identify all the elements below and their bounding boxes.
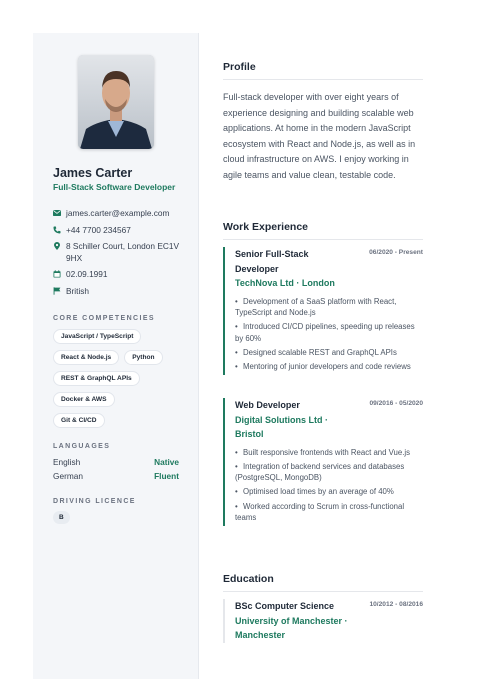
- job-bullet: • Designed scalable REST and GraphQL APIs: [235, 348, 397, 358]
- contact-nationality-text: British: [66, 285, 90, 296]
- education-heading: [223, 573, 423, 592]
- language-list: [53, 457, 179, 485]
- contact-birthdate: [53, 269, 193, 281]
- job-company: TechNova Ltd · London: [235, 278, 335, 288]
- language-name: English: [53, 457, 81, 467]
- job-position: Senior Full-Stack Developer: [235, 249, 309, 274]
- competency-chip: Git & CI/CD: [53, 413, 105, 428]
- licence-badge: B: [53, 511, 70, 524]
- job-bullets: [235, 296, 423, 373]
- section-divider: [223, 591, 423, 592]
- competency-list: [53, 329, 193, 434]
- job-bullet: • Development of a SaaS platform with React, TypeScript and Node.js: [235, 296, 397, 318]
- job-bullets: [235, 447, 423, 524]
- experience-heading: [223, 221, 423, 240]
- languages-heading: LANGUAGES: [53, 443, 111, 450]
- contact-email: [53, 208, 193, 220]
- calendar-icon: [53, 270, 62, 280]
- contact-address-text: 8 Schiller Court, London EC1V 9HX: [66, 241, 179, 263]
- competency-chip: REST & GraphQL APIs: [53, 371, 140, 386]
- job-bullet: • Built responsive frontends with React and Vue.js: [235, 447, 411, 457]
- contact-email-text: james.carter@example.com: [66, 208, 170, 218]
- language-row: [53, 471, 179, 481]
- competency-chip: Python: [124, 350, 162, 365]
- mail-icon: [53, 209, 62, 219]
- contact-phone: [53, 225, 193, 237]
- job-dates: 06/2020 - Present: [369, 249, 423, 256]
- section-divider: [223, 239, 423, 240]
- profile-photo: [78, 55, 154, 149]
- competency-chip: React & Node.js: [53, 350, 119, 365]
- language-row: [53, 457, 179, 467]
- job-bullet: • Optimised load times by an average of 40%: [235, 487, 394, 497]
- language-level: Native: [154, 457, 179, 467]
- competency-chip: Docker & AWS: [53, 392, 115, 407]
- competencies-heading: CORE COMPETENCIES: [53, 315, 155, 322]
- contact-phone-text: +44 7700 234567: [66, 224, 131, 235]
- job-title: Full-Stack Software Developer: [53, 182, 176, 192]
- job-dates: 09/2016 - 05/2020: [369, 400, 423, 407]
- cv-page: [33, 33, 447, 679]
- education-heading-text: Education: [223, 573, 274, 585]
- education-institution: University of Manchester · Manchester: [235, 615, 348, 640]
- job-bullet: • Worked according to Scrum in cross-functional teams: [235, 501, 405, 523]
- contact-list: [53, 208, 193, 302]
- job-entry: [223, 398, 423, 526]
- profile-heading-text: Profile: [223, 61, 256, 73]
- job-company: Digital Solutions Ltd · Bristol: [235, 414, 328, 439]
- profile-summary: Full-stack developer with over eight years of experience designing and building scalable web applications. At home in the modern JavaScript ecosystem with React and Node.js, as well as in cloud infrastructure on AWS. I enjoy working in agile teams and value clean, testable code.: [223, 92, 416, 180]
- language-level: Fluent: [154, 471, 179, 481]
- contact-address: [53, 241, 193, 264]
- licence-heading: DRIVING LICENCE: [53, 498, 136, 505]
- education-entry: [223, 599, 423, 643]
- phone-icon: [53, 226, 62, 236]
- job-bullet: • Introduced CI/CD pipelines, speeding up releases by 60%: [235, 322, 415, 343]
- profile-heading: [223, 61, 423, 80]
- contact-birthdate-text: 02.09.1991: [66, 269, 108, 279]
- job-entry: [223, 247, 423, 375]
- contact-nationality: [53, 286, 193, 298]
- location-pin-icon: [53, 242, 62, 252]
- language-name: German: [53, 471, 83, 481]
- education-dates: 10/2012 - 08/2016: [369, 601, 423, 608]
- job-bullet: • Mentoring of junior developers and code reviews: [235, 362, 411, 372]
- experience-heading-text: Work Experience: [223, 221, 309, 233]
- flag-icon: [53, 287, 62, 297]
- section-divider: [223, 79, 423, 80]
- sidebar: [33, 33, 199, 679]
- person-name: James Carter: [53, 166, 133, 180]
- competency-chip: JavaScript / TypeScript: [53, 329, 141, 344]
- education-degree: BSc Computer Science: [235, 601, 335, 611]
- job-bullet: • Integration of backend services and databases (PostgreSQL, MongoDB): [235, 461, 405, 483]
- portrait-image: [78, 55, 154, 149]
- job-position: Web Developer: [235, 400, 300, 410]
